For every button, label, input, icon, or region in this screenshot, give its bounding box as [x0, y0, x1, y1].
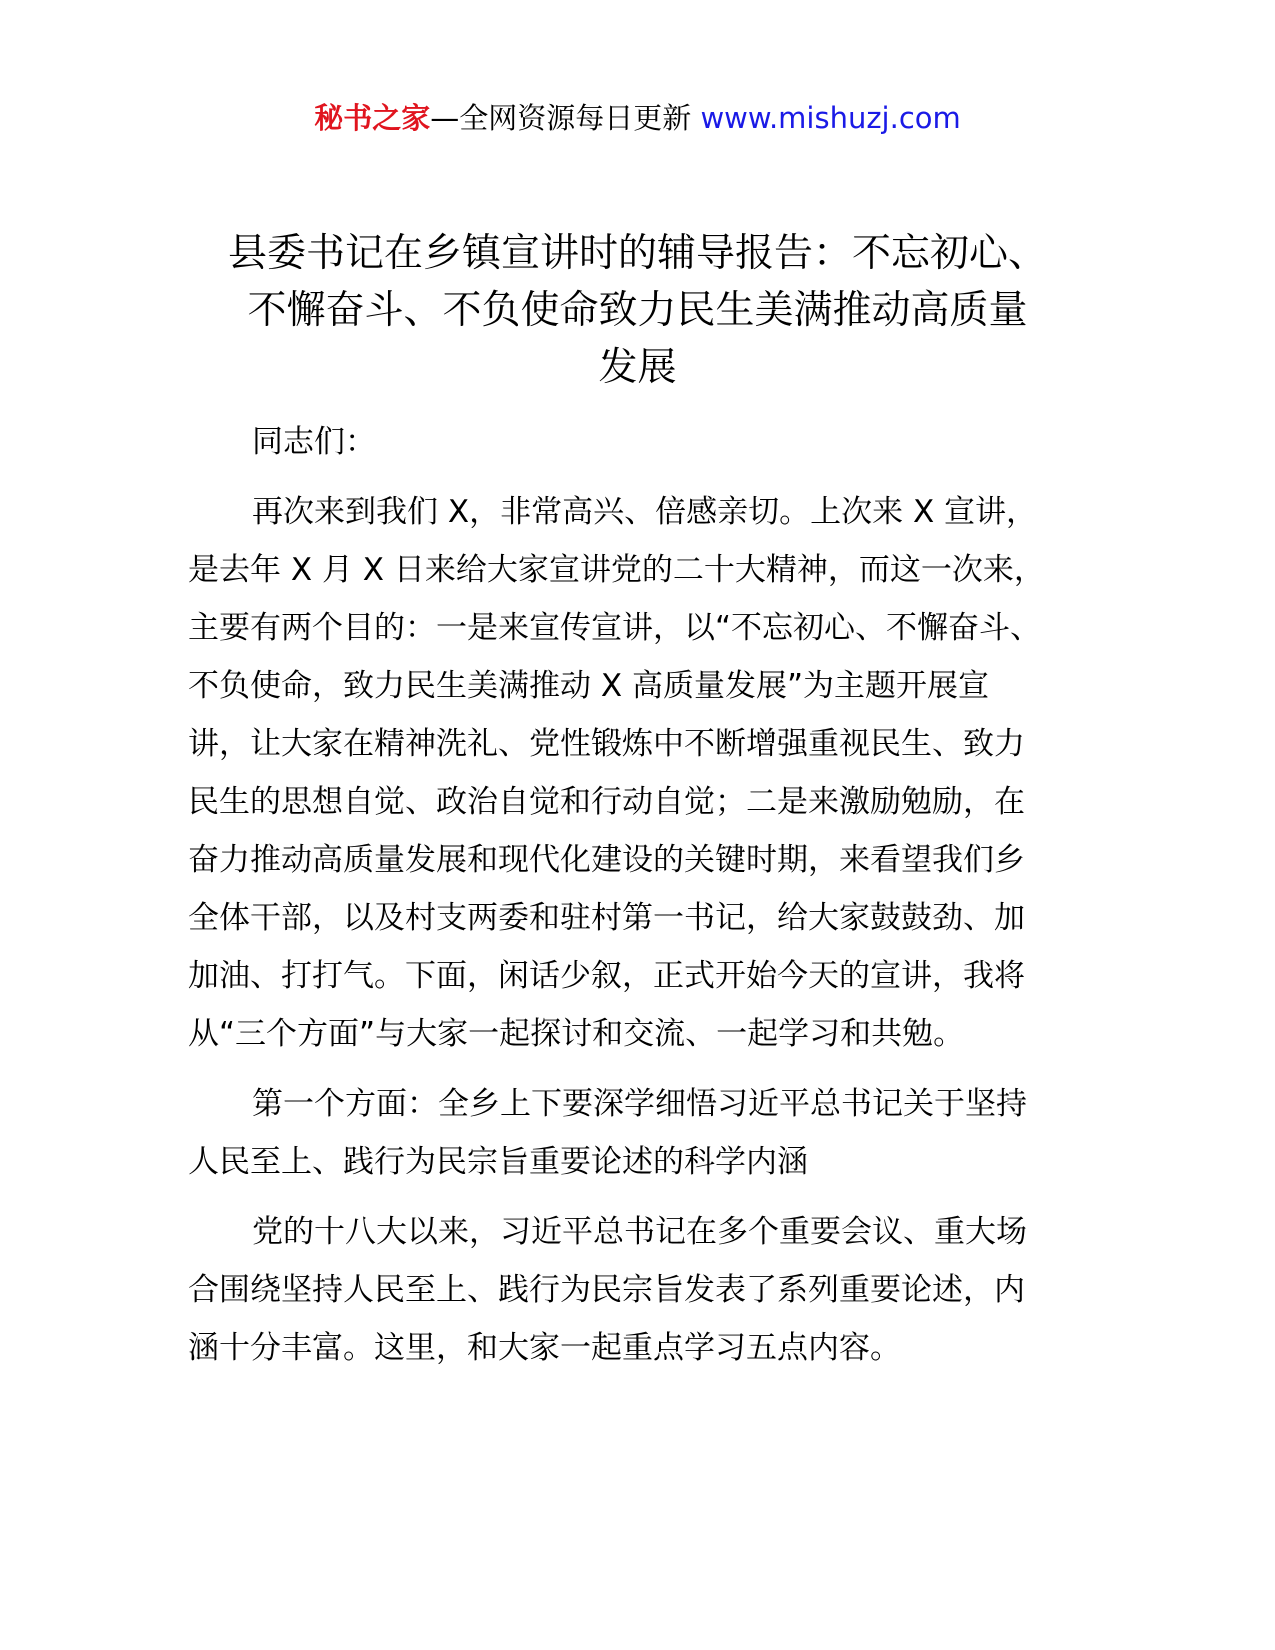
text-line: 合围绕坚持人民至上、践行为民宗旨发表了系列重要论述，内: [188, 1272, 1025, 1308]
text-line: 加油、打打气。下面，闲话少叙，正式开始今天的宣讲，我将: [188, 958, 1025, 994]
greeting: 同志们：: [252, 424, 376, 460]
title-line: 县委书记在乡镇宣讲时的辅导报告：不忘初心、: [227, 231, 1047, 276]
paragraph-section-1: [188, 1203, 1118, 1377]
text-line: 主要有两个目的：一是来宣传宣讲，以“不忘初心、不懈奋斗、: [188, 610, 1042, 646]
text-line: 是去年 X 月 X 日来给大家宣讲党的二十大精神，而这一次来，: [188, 552, 1045, 588]
section-heading-1: [188, 1075, 1118, 1191]
text-line: 讲，让大家在精神洗礼、党性锻炼中不断增强重视民生、致力: [188, 726, 1025, 762]
document-title: [190, 225, 1085, 396]
text-line: 民生的思想自觉、政治自觉和行动自觉；二是来激励勉励，在: [188, 784, 1025, 820]
text-line: 不负使命，致力民生美满推动 X 高质量发展”为主题开展宣: [188, 668, 990, 704]
paragraph-intro: [188, 483, 1118, 1063]
text-line: 全体干部，以及村支两委和驻村第一书记，给大家鼓鼓劲、加: [188, 900, 1025, 936]
text-line: 从“三个方面”与大家一起探讨和交流、一起学习和共勉。: [188, 1016, 965, 1052]
text-line: 涵十分丰富。这里，和大家一起重点学习五点内容。: [188, 1330, 901, 1366]
document-body: [188, 413, 1118, 1389]
text-line: 奋力推动高质量发展和现代化建设的关键时期，来看望我们乡: [188, 842, 1025, 878]
text-line: 第一个方面：全乡上下要深学细悟习近平总书记关于坚持: [252, 1086, 1027, 1122]
title-line: 不懈奋斗、不负使命致力民生美满推动高质量: [247, 288, 1028, 333]
site-slogan: —全网资源每日更新: [430, 101, 701, 135]
text-line: 党的十八大以来，习近平总书记在多个重要会议、重大场: [252, 1214, 1027, 1250]
site-brand: 秘书之家: [314, 101, 431, 135]
greeting-paragraph: [188, 413, 1118, 471]
site-url-link[interactable]: www.mishuzj.com: [700, 101, 961, 135]
site-header: [0, 98, 1275, 138]
text-line: 人民至上、践行为民宗旨重要论述的科学内涵: [188, 1144, 808, 1180]
title-line: 发展: [598, 345, 677, 390]
text-line: 再次来到我们 X，非常高兴、倍感亲切。上次来 X 宣讲，: [252, 494, 1038, 530]
